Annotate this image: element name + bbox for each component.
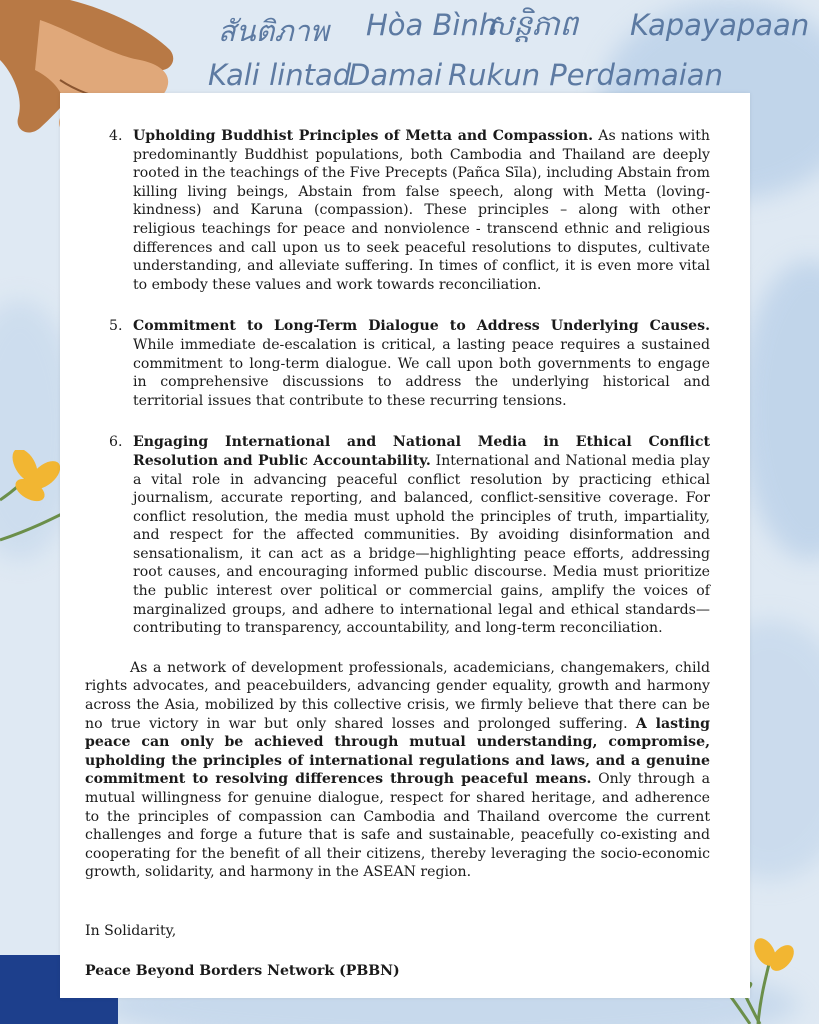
peace-word: Kapayapaan bbox=[630, 8, 810, 42]
peace-word: សន្តិភាព bbox=[486, 8, 579, 42]
closing-rest: Only through a mutual willingness for genuine dialogue, respect for shared heritage, and adherence to the principles of compassion can Cambodia and Thailand overcome the current challenges and forge a future that is safe and sustainable, peacefully co-existing and cooperating for the benefit of all their citizens, thereby leveraging the socio-economic growth, solidarity, and harmony in the ASEAN region. bbox=[85, 771, 710, 881]
item-title: Commitment to Long-Term Dialogue to Address Underlying Causes. bbox=[133, 318, 710, 335]
item-number: 4. bbox=[109, 128, 123, 144]
closing-intro: As a network of development professionals, academicians, changemakers, child rights advocates, and peacebuilders, advancing gender equality, growth and harmony across the Asia, mobilized by this collective crisis, we firmly believe that there can be no true victory in war but only shared losses and prolonged suffering. bbox=[85, 659, 710, 732]
letter-content bbox=[85, 127, 710, 980]
item-body: As nations with predominantly Buddhist populations, both Cambodia and Thailand are deeply rooted in the teachings of the Five Precepts (Pañca Sīla), including Abstain from killing living beings, Abstain from false speech, along with Metta (loving-kindness) and Karuna (compassion). These principles – along with other religious teachings for peace and nonviolence - transcend ethnic and religious differences and call upon us to seek peaceful resolutions to disputes, cultivate understanding, and alleviate suffering. In times of conflict, it is even more vital to embody these values and work towards reconciliation. bbox=[133, 128, 710, 293]
signoff: In Solidarity, bbox=[85, 922, 177, 939]
principle-item bbox=[85, 317, 710, 410]
principle-item bbox=[85, 127, 710, 294]
peace-word: Kali lintad bbox=[208, 58, 352, 92]
item-body: International and National media play a vital role in advancing peaceful conflict resolution by practicing ethical journalism, accurate reporting, and balanced, conflict-sensitive coverage. For conflict resolution, the media must uphold the principles of truth, impartiality, and respect for the affected communities. By avoiding disinformation and sensationalism, it can act as a bridge—highlighting peace efforts, addressing root causes, and encouraging informed public discourse. Media must prioritize the public interest over political or commercial gains, amplify the voices of marginalized groups, and adhere to international legal and ethical standards—contributing to transparency, accountability, and long-term reconciliation. bbox=[133, 452, 710, 637]
item-body: While immediate de-escalation is critical, a lasting peace requires a sustained commitment to long-term dialogue. We call upon both governments to engage in comprehensive discussions to address the underlying historical and territorial issues that contribute to these recurring tensions. bbox=[133, 336, 710, 409]
peace-word: Hòa Bình bbox=[366, 8, 498, 42]
principle-item bbox=[85, 433, 710, 638]
peace-word: สันติภาพ bbox=[218, 14, 329, 48]
item-number: 6. bbox=[109, 434, 123, 451]
closing-bold-statement: A lasting peace can only be achieved through mutual understanding, compromise, upholding the principles of international regulations and laws, and a genuine commitment to resolving differences through peaceful means. bbox=[85, 715, 711, 788]
item-title: Upholding Buddhist Principles of Metta and Compassion. bbox=[133, 128, 593, 144]
peace-word: Rukun Perdamaian bbox=[448, 58, 723, 92]
item-number: 5. bbox=[109, 318, 123, 335]
closing-paragraph bbox=[85, 659, 710, 882]
organization-name: Peace Beyond Borders Network (PBBN) bbox=[85, 962, 400, 979]
peace-word: Damai bbox=[348, 58, 443, 92]
item-title: Engaging International and National Media in Ethical Conflict Resolution and Public Accountability. bbox=[133, 434, 710, 469]
